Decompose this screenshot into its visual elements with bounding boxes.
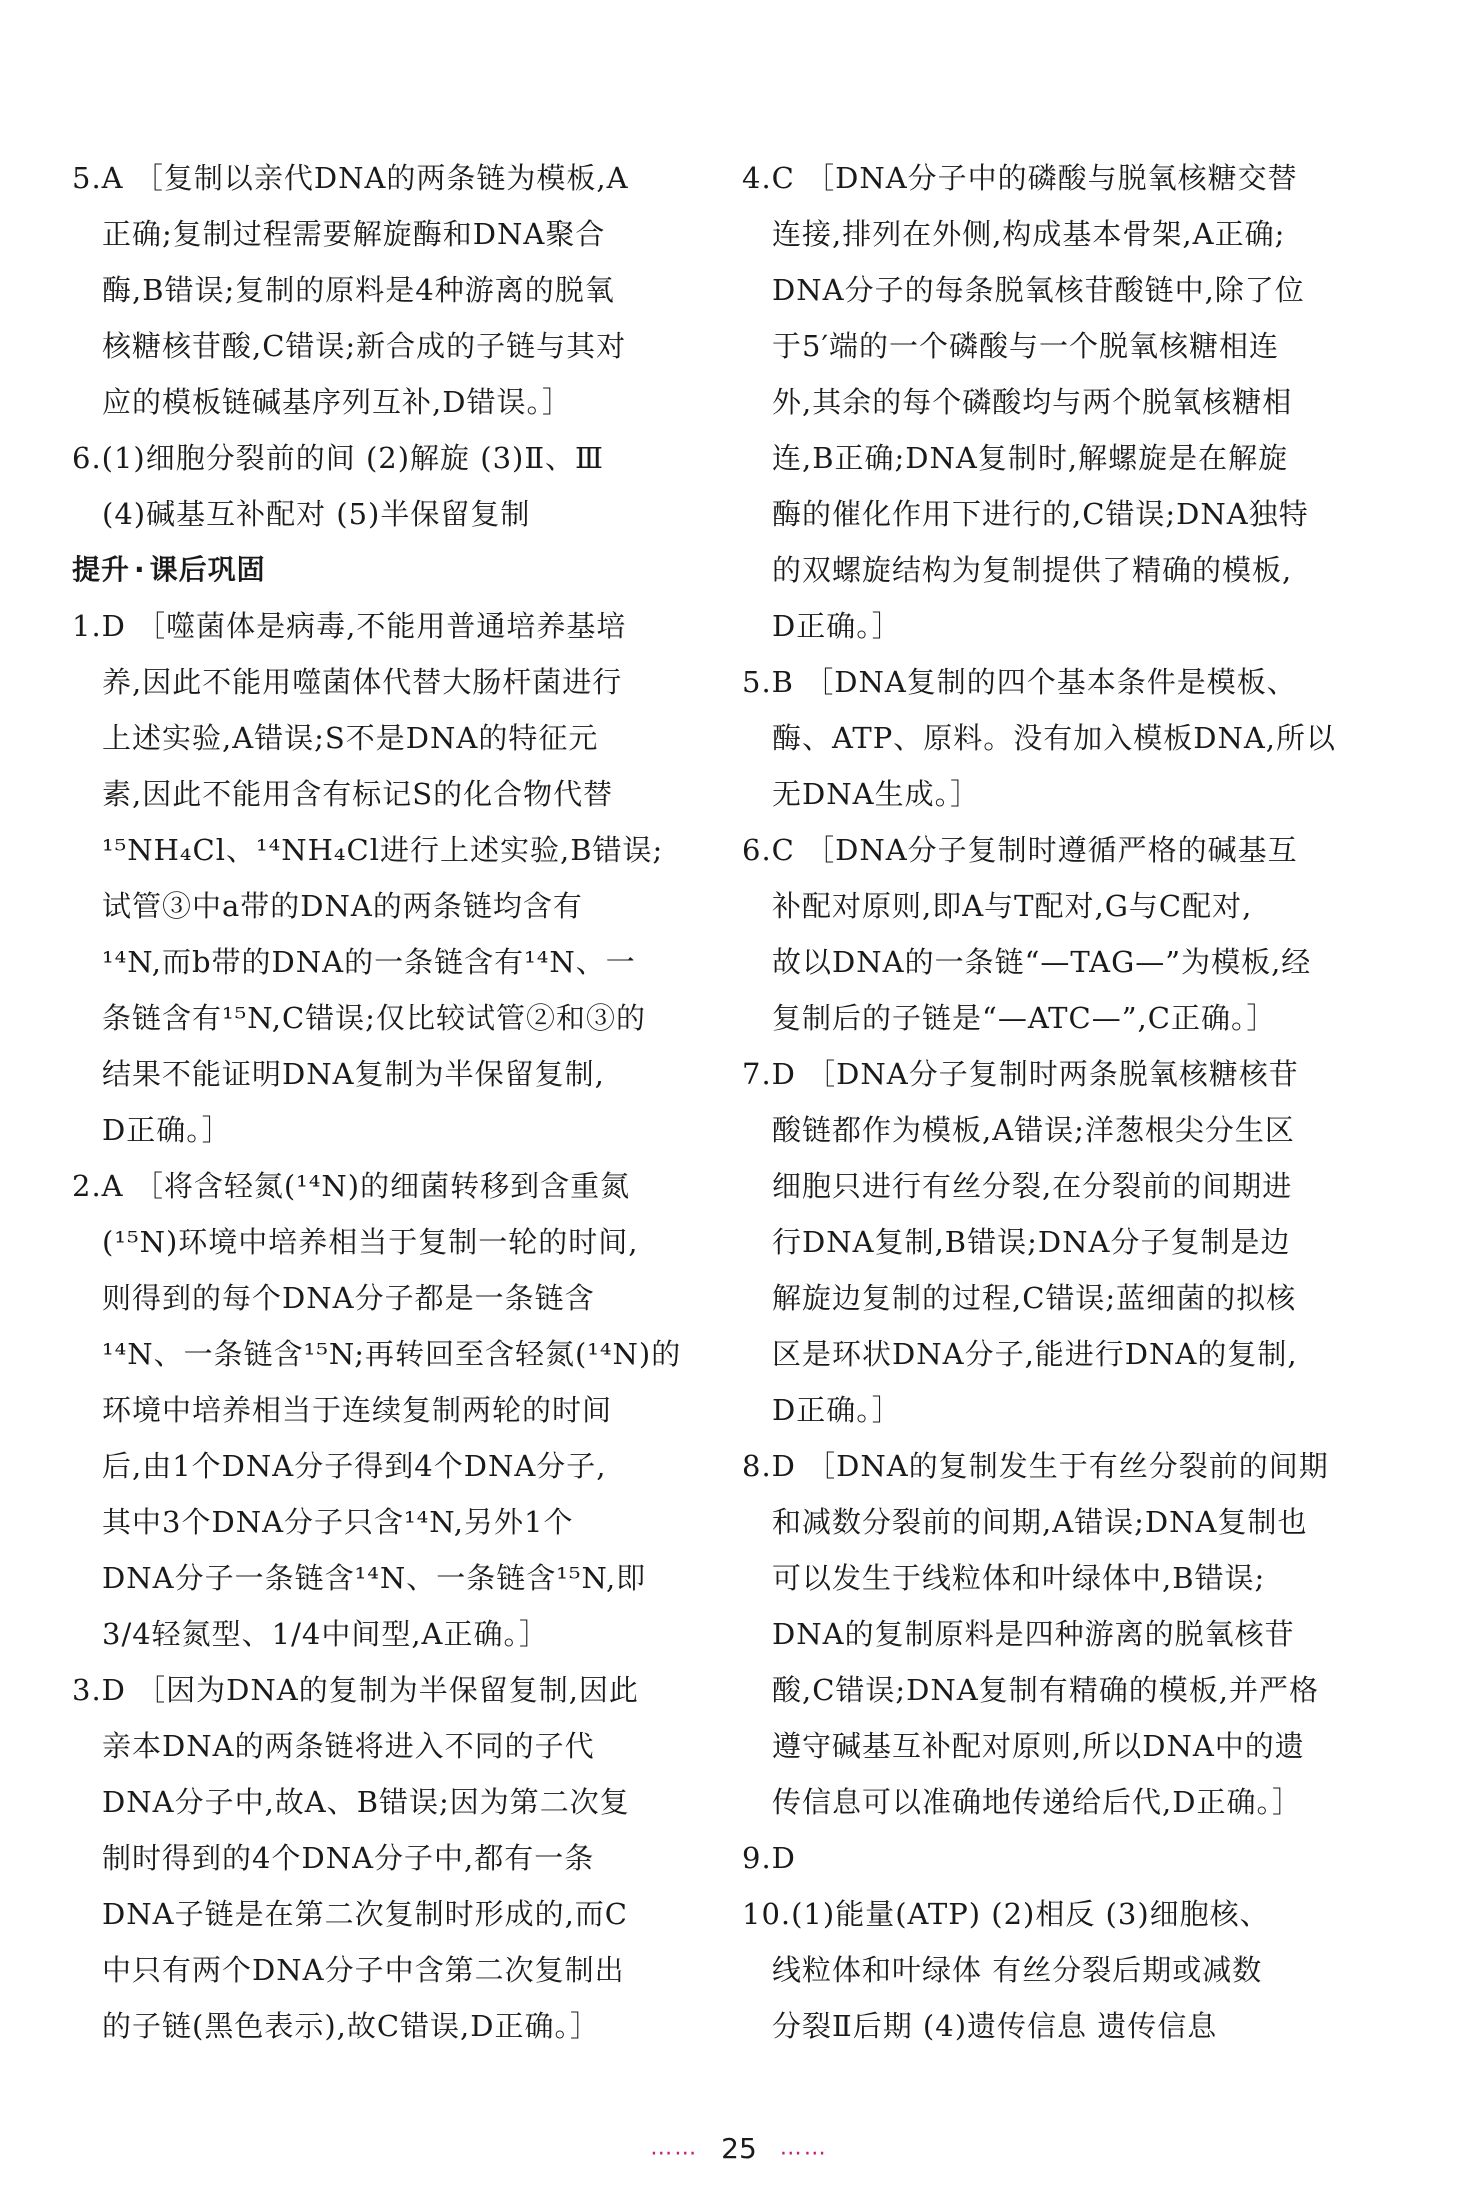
answer-item-start-line: 4.C ［DNA分子中的磷酸与脱氧核糖交替 [742,161,1298,195]
answer-line: DNA分子一条链含¹⁴N、一条链含¹⁵N,即 [102,1561,647,1595]
answer-line: 补配对原则,即A与T配对,G与C配对, [772,889,1253,923]
answer-item-start-line: 3.D ［因为DNA的复制为半保留复制,因此 [72,1673,639,1707]
left-column [72,150,712,2054]
answer-line: (4)碱基互补配对 (5)半保留复制 [102,497,531,531]
answer-line: DNA分子中,故A、B错误;因为第二次复 [102,1785,630,1819]
answer-line: 区是环状DNA分子,能进行DNA的复制, [772,1337,1298,1371]
answer-item-start-line: 7.D ［DNA分子复制时两条脱氧核糖核苷 [742,1057,1299,1091]
answer-block-consolidation [72,598,712,2054]
answer-line: 分裂Ⅱ后期 (4)遗传信息 遗传信息 [772,2009,1218,2043]
answer-line: 结果不能证明DNA复制为半保留复制, [102,1057,605,1091]
answer-line: D正确。］ [772,609,902,643]
answer-line: 的子链(黑色表示),故C错误,D正确。］ [102,2009,601,2043]
section-heading-part1: 提升 [72,553,131,586]
answer-line: 正确;复制过程需要解旋酶和DNA聚合 [102,217,606,251]
answer-line: 外,其余的每个磷酸均与两个脱氧核糖相 [772,385,1293,419]
answer-item-start-line: 10.(1)能量(ATP) (2)相反 (3)细胞核、 [742,1897,1270,1931]
answer-line: 酶、ATP、原料。没有加入模板DNA,所以 [772,721,1337,755]
answer-line: 酶,B错误;复制的原料是4种游离的脱氧 [102,273,615,307]
answer-line: ¹⁴N,而b带的DNA的一条链含有¹⁴N、一 [102,945,636,979]
answer-line: 酶的催化作用下进行的,C错误;DNA独特 [772,497,1309,531]
answer-line: 细胞只进行有丝分裂,在分裂前的间期进 [772,1169,1293,1203]
section-heading-part2: 课后巩固 [149,553,266,586]
answer-line: 3/4轻氮型、1/4中间型,A正确。］ [102,1617,550,1651]
answer-line: 环境中培养相当于连续复制两轮的时间 [102,1393,613,1427]
answer-line: 亲本DNA的两条链将进入不同的子代 [102,1729,595,1763]
answer-line: 养,因此不能用噬菌体代替大肠杆菌进行 [102,665,623,699]
answer-line: DNA分子的每条脱氧核苷酸链中,除了位 [772,273,1305,307]
answer-line: 后,由1个DNA分子得到4个DNA分子, [102,1449,607,1483]
answer-line: 则得到的每个DNA分子都是一条链含 [102,1281,595,1315]
answer-line: 故以DNA的一条链“—TAG—”为模板,经 [772,945,1312,979]
answer-line: 酸链都作为模板,A错误;洋葱根尖分生区 [772,1113,1295,1147]
answer-line: 素,因此不能用含有标记S的化合物代替 [102,777,614,811]
answer-line: 应的模板链碱基序列互补,D错误。］ [102,385,572,419]
answer-item-start-line: 8.D ［DNA的复制发生于有丝分裂前的间期 [742,1449,1329,1483]
answer-line: D正确。］ [102,1113,232,1147]
answer-item-start-line: 2.A ［将含轻氮(¹⁴N)的细菌转移到含重氮 [72,1169,631,1203]
answer-line: 中只有两个DNA分子中含第二次复制出 [102,1953,625,1987]
answer-line: 制时得到的4个DNA分子中,都有一条 [102,1841,595,1875]
answer-line: 和减数分裂前的间期,A错误;DNA复制也 [772,1505,1308,1539]
answer-line: 线粒体和叶绿体 有丝分裂后期或减数 [772,1953,1263,1987]
answer-line: (¹⁵N)环境中培养相当于复制一轮的时间, [102,1225,639,1259]
answer-line: 于5′端的一个磷酸与一个脱氧核糖相连 [772,329,1280,363]
answer-line: 传信息可以准确地传递给后代,D正确。］ [772,1785,1302,1819]
answer-line: 连接,排列在外侧,构成基本骨架,A正确; [772,217,1286,251]
answer-line: 条链含有¹⁵N,C错误;仅比较试管②和③的 [102,1001,646,1035]
answer-line: 的双螺旋结构为复制提供了精确的模板, [772,553,1293,587]
answer-line: ¹⁵NH₄Cl、¹⁴NH₄Cl进行上述实验,B错误; [102,833,664,867]
answer-line: 解旋边复制的过程,C错误;蓝细菌的拟核 [772,1281,1297,1315]
page-number: 25 [721,2131,757,2165]
answer-line: 其中3个DNA分子只含¹⁴N,另外1个 [102,1505,574,1539]
answer-line: 连,B正确;DNA复制时,解螺旋是在解旋 [772,441,1289,475]
answer-line: 试管③中a带的DNA的两条链均含有 [102,889,583,923]
answer-line: DNA子链是在第二次复制时形成的,而C [102,1897,628,1931]
answer-item-start-line: 5.B ［DNA复制的四个基本条件是模板、 [742,665,1297,699]
right-column [742,150,1382,2054]
section-heading [72,542,712,598]
footer-dots-right: …… [779,2135,828,2161]
answer-line: 核糖核苷酸,C错误;新合成的子链与其对 [102,329,627,363]
answer-line: 无DNA生成。］ [772,777,981,811]
answer-line: DNA的复制原料是四种游离的脱氧核苷 [772,1617,1295,1651]
answer-item-start-line: 5.A ［复制以亲代DNA的两条链为模板,A [72,161,629,195]
answer-block-right [742,150,1382,2054]
answer-item-start-line: 6.(1)细胞分裂前的间 (2)解旋 (3)Ⅱ、Ⅲ [72,441,605,475]
answer-line: D正确。］ [772,1393,902,1427]
footer-dots-left: …… [650,2135,699,2161]
answer-block-basic [72,150,712,542]
answer-line: 上述实验,A错误;S不是DNA的特征元 [102,721,599,755]
answer-line: 遵守碱基互补配对原则,所以DNA中的遗 [772,1729,1305,1763]
answer-line: 酸,C错误;DNA复制有精确的模板,并严格 [772,1673,1319,1707]
answer-line: 行DNA复制,B错误;DNA分子复制是边 [772,1225,1291,1259]
page-footer [0,2130,1478,2165]
answer-line: 可以发生于线粒体和叶绿体中,B错误; [772,1561,1266,1595]
answer-item-start-line: 1.D ［噬菌体是病毒,不能用普通培养基培 [72,609,627,643]
section-heading-dot: · [134,553,146,586]
answer-item-start-line: 9.D [742,1841,796,1875]
answer-line: ¹⁴N、一条链含¹⁵N;再转回至含轻氮(¹⁴N)的 [102,1337,682,1371]
answer-line: 复制后的子链是“—ATC—”,C正确。］ [772,1001,1277,1035]
answer-item-start-line: 6.C ［DNA分子复制时遵循严格的碱基互 [742,833,1298,867]
